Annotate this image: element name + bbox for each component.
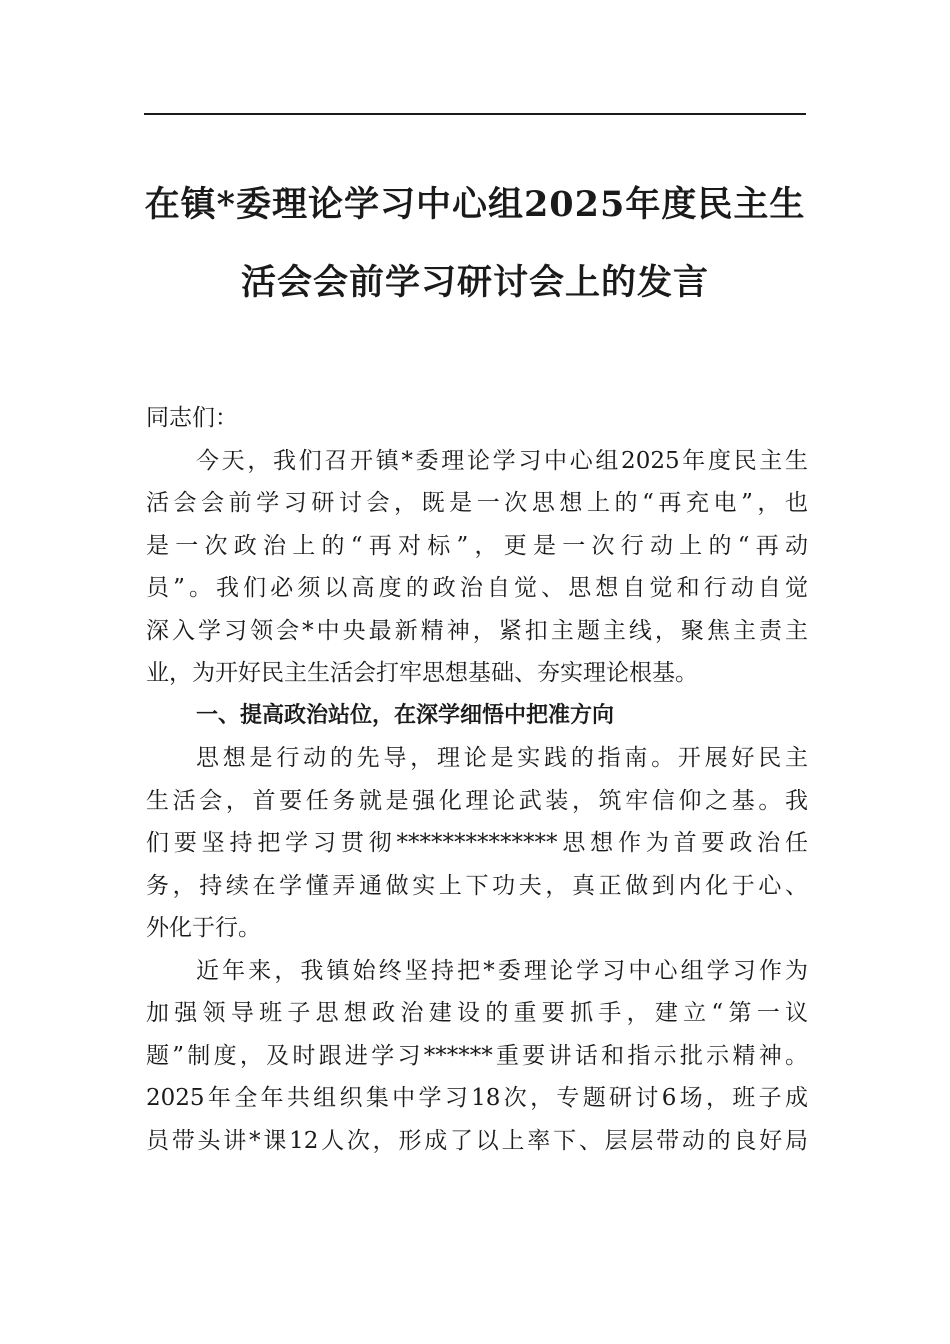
section-heading: 一、提高政治站位，在深学细悟中把准方向: [196, 702, 615, 728]
paragraph-line: 员带头讲*课12人次，形成了以上率下、层层带动的良好局: [146, 1127, 808, 1154]
paragraph-theory: [146, 737, 808, 950]
paragraph-line: 务，持续在学懂弄通做实上下功夫，真正做到内化于心、: [146, 872, 808, 899]
salutation: 同志们：: [146, 405, 238, 431]
title-line-1: 在镇*委理论学习中心组2025年度民主生: [144, 184, 806, 225]
section-heading-1: [146, 695, 808, 738]
paragraph-line: 们要坚持把学习贯彻**************思想作为首要政治任: [146, 830, 808, 856]
title-line-2: 活会会前学习研讨会上的发言: [240, 262, 709, 303]
paragraph-line: 近年来，我镇始终坚持把*委理论学习中心组学习作为: [196, 957, 808, 984]
paragraph-intro: [146, 440, 808, 695]
paragraph-practice: [146, 950, 808, 1163]
document-title: [120, 166, 830, 322]
paragraph-line: 2025年全年共组织集中学习18次，专题研讨6场，班子成: [146, 1085, 808, 1111]
paragraph-line: 生活会，首要任务就是强化理论武装，筑牢信仰之基。我: [146, 787, 808, 814]
paragraph-line: 加强领导班子思想政治建设的重要抓手，建立“第一议: [146, 1000, 808, 1026]
document-body: [146, 397, 808, 1162]
paragraph-line: 深入学习领会*中央最新精神，紧扣主题主线，聚焦主责主: [146, 617, 808, 644]
header-rule: [144, 113, 806, 115]
paragraph-line: 员”。我们必须以高度的政治自觉、思想自觉和行动自觉: [146, 575, 808, 601]
paragraph-line: 是一次政治上的“再对标”，更是一次行动上的“再动: [146, 532, 808, 559]
paragraph-line: 题”制度，及时跟进学习******重要讲话和指示批示精神。: [146, 1042, 808, 1069]
paragraph-line: 外化于行。: [146, 915, 261, 941]
paragraph-line: 今天，我们召开镇*委理论学习中心组2025年度民主生: [196, 447, 808, 474]
paragraph-line: 活会会前学习研讨会，既是一次思想上的“再充电”，也: [146, 490, 808, 516]
paragraph-line: 思想是行动的先导，理论是实践的指南。开展好民主: [196, 745, 808, 771]
paragraph-line: 业，为开好民主生活会打牢思想基础、夯实理论根基。: [146, 660, 698, 686]
